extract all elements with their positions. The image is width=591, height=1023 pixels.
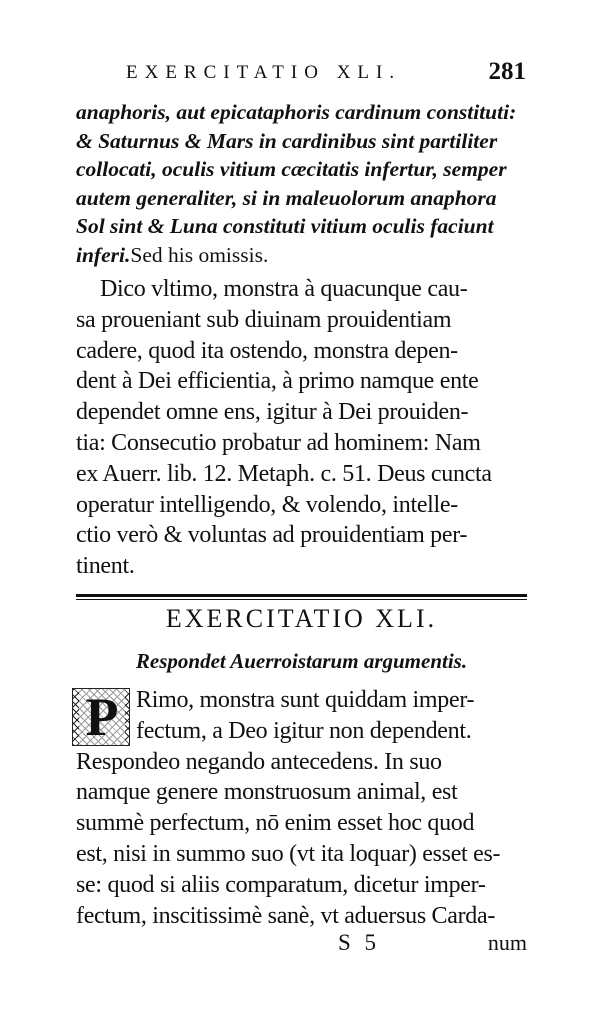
running-head — [126, 58, 526, 92]
italic-fragment: inferi. — [76, 242, 131, 267]
text-line: ex Auerr. lib. 12. Metaph. c. 51. Deus cuncta — [76, 460, 492, 487]
text-line: autem generaliter, si in maleuolorum anaphora — [76, 185, 497, 210]
text-line: cadere, quod ita ostendo, monstra depen- — [76, 337, 458, 364]
section-paragraph — [76, 685, 528, 931]
page-number: 281 — [488, 58, 526, 85]
roman-fragment: Sed his omissis. — [130, 242, 269, 267]
text-line: anaphoris, aut epicataphoris cardinum constituti: — [76, 100, 517, 124]
text-line: se: quod si aliis comparatum, dicetur imper- — [76, 871, 486, 898]
section-divider-thin — [76, 599, 527, 600]
text-line: collocati, oculis vitium cæcitatis infertur, semper — [76, 157, 507, 181]
text-line: fectum, a Deo igitur non dependent. — [136, 717, 472, 744]
text-line: Dico vltimo, monstra à quacunque cau- — [100, 276, 468, 302]
text-line: operatur intelligendo, & volendo, intelle- — [76, 491, 458, 518]
text-line: & Saturnus & Mars in cardinibus sint partiliter — [76, 128, 498, 153]
text-line: summè perfectum, nō enim esset hoc quod — [76, 810, 475, 837]
text-line: tia: Consecutio probatur ad hominem: Nam — [76, 429, 481, 456]
text-line: Rimo, monstra sunt quiddam imper- — [136, 687, 475, 713]
section-heading: EXERCITATIO XLI. — [165, 604, 438, 633]
text-line: dependet omne ens, igitur à Dei prouiden- — [76, 399, 469, 426]
italic-text-block — [76, 98, 528, 269]
text-line: est, nisi in summo suo (vt ita loquar) esset es- — [76, 840, 501, 867]
text-line: ctio verò & voluntas ad prouidentiam per- — [76, 522, 468, 549]
text-line-mixed — [76, 241, 528, 270]
dropcap-letter: P — [79, 689, 125, 745]
signature-mark: S 5 — [338, 930, 381, 955]
catchword: num — [487, 930, 527, 955]
section-divider-thick — [76, 594, 527, 597]
section-subtitle: Respondet Auerroistarum argumentis. — [135, 649, 468, 673]
text-line: sa proueniant sub diuinam prouidentiam — [76, 306, 452, 333]
text-line: Respondeo negando antecedens. In suo — [76, 748, 442, 775]
text-line: Sol sint & Luna constituti vitium oculis faciunt — [76, 214, 494, 238]
text-line: fectum, inscitissimè sanè, vt aduersus Carda- — [76, 902, 496, 929]
running-head-title: EXERCITATIO XLI. — [126, 62, 402, 83]
text-line: tinent. — [76, 553, 135, 580]
text-line: dent à Dei efficientia, à primo namque ente — [76, 368, 479, 395]
body-paragraph — [76, 274, 528, 582]
text-line: namque genere monstruosum animal, est — [76, 779, 458, 806]
